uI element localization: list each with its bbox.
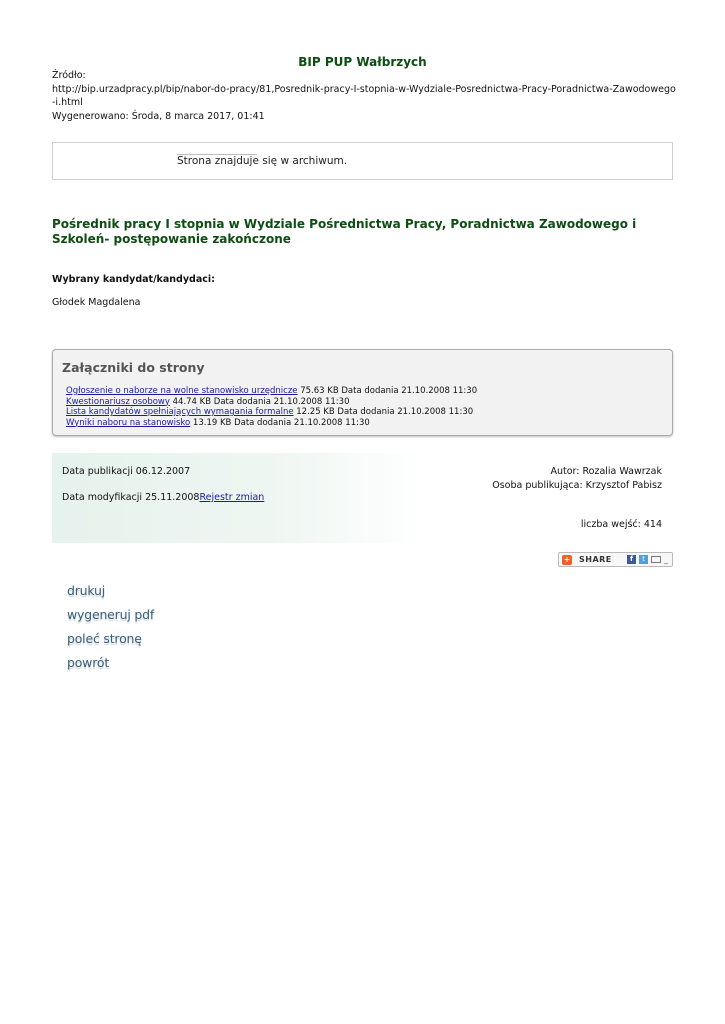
recommend-page-action[interactable]: poleć stronę [67,631,142,646]
attachment-link[interactable]: Ogłoszenie o naborze na wolne stanowisko urzędnicze [66,386,298,396]
attachment-details: 44.74 KB Data dodania 21.10.2008 11:30 [172,396,350,407]
page-title: Pośrednik pracy I stopnia w Wydziale Pośrednictwa Pracy, Poradnictwa Zawodowego i Szkoleń- postępowanie zakończone [52,217,637,246]
changes-register-link[interactable]: Rejestr zmian [199,492,265,503]
attachment-details: 12.25 KB Data dodania 21.10.2008 11:30 [296,407,474,417]
email-icon[interactable] [651,556,661,563]
more-icon[interactable]: _ [664,555,668,564]
site-title: BIP PUP Wałbrzych [298,55,427,69]
facebook-icon[interactable]: f [627,555,636,564]
attachment-link[interactable]: Wyniki naboru na stanowisko [66,417,191,428]
visit-counter: liczba wejść: 414 [580,519,662,530]
attachment-item [66,386,477,397]
modification-date [62,492,264,503]
publication-date: Data publikacji 06.12.2007 [62,466,191,477]
document-meta [52,69,677,123]
generate-pdf-action[interactable]: wygeneruj pdf [67,607,155,622]
archive-notice: Strona znajduje się w archiwum. [177,155,348,167]
attachment-item [66,418,477,429]
share-label: SHARE [579,555,612,564]
back-action[interactable]: powrót [67,655,110,670]
attachment-details: 13.19 KB Data dodania 21.10.2008 11:30 [192,417,370,428]
page-actions [67,583,154,679]
attachments-list [66,386,477,428]
attachments-title: Załączniki do strony [62,360,205,375]
attachments-panel [52,349,673,436]
attachment-item [66,397,477,408]
source-label: Źródło: [52,70,86,81]
source-url: http://bip.urzadpracy.pl/bip/nabor-do-pracy/81,Posrednik-pracy-I-stopnia-w-Wydziale-Posrednictwa-Pracy-Poradnictwa-Zawodowego-i.html [52,83,676,108]
publisher: Osoba publikująca: Krzysztof Pabisz [492,480,662,491]
publication-info-panel [52,453,673,543]
share-button[interactable] [558,552,673,567]
attachment-details: 75.63 KB Data dodania 21.10.2008 11:30 [300,386,478,396]
print-action[interactable]: drukuj [67,583,106,598]
attachment-link[interactable]: Kwestionariusz osobowy [66,396,170,407]
twitter-icon[interactable]: t [639,555,648,564]
attachment-link[interactable]: Lista kandydatów spełniających wymagania formalne [66,407,294,417]
archive-notice-box [52,142,673,180]
candidate-label: Wybrany kandydat/kandydaci: [52,274,215,285]
author: Autor: Rozalia Wawrzak [550,466,662,477]
candidate-name: Głodek Magdalena [52,297,141,308]
addthis-plus-icon: + [563,555,571,564]
attachment-item [66,407,477,418]
generated-date: Wygenerowano: Środa, 8 marca 2017, 01:41 [52,110,265,122]
modification-date-text: Data modyfikacji 25.11.2008 [62,492,200,503]
